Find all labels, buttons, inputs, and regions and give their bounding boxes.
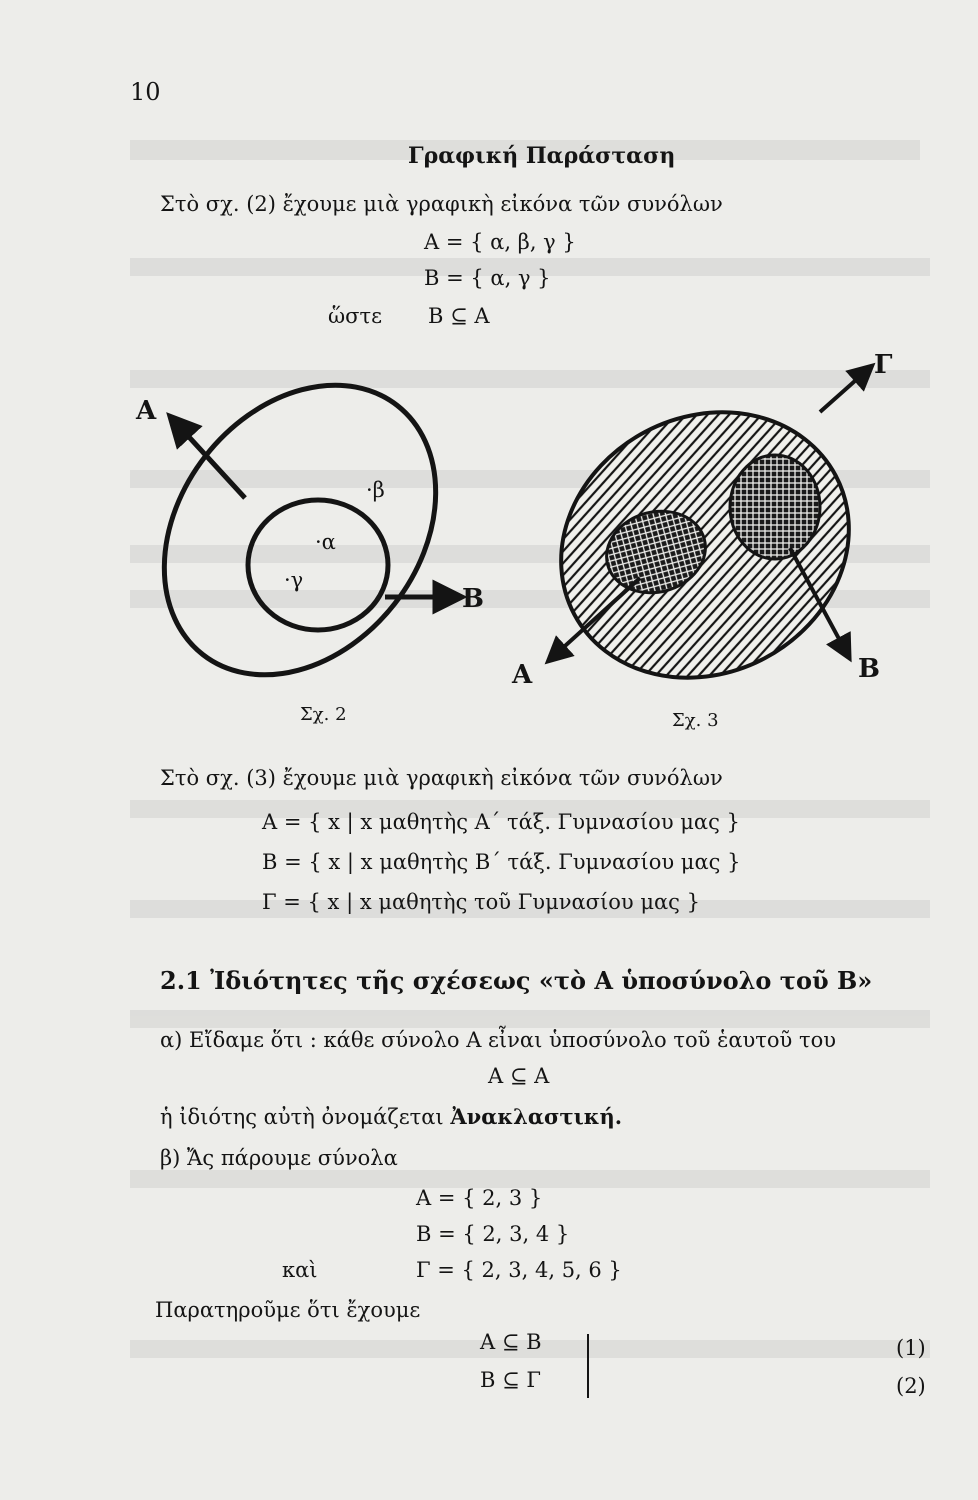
fig3-label-a: A — [512, 660, 533, 690]
section-2-1-heading: 2.1 Ἰδιότητες τῆς σχέσεως «τὸ A ὑποσύνολο τοῦ B» — [160, 966, 873, 995]
page-number: 10 — [130, 78, 161, 106]
set-a-example: A = { 2, 3 } — [416, 1186, 543, 1210]
formula-a-subset-a: A ⊆ A — [488, 1064, 550, 1088]
fig3-label-b: B — [858, 654, 880, 684]
fig2-label-a: A — [136, 396, 157, 426]
set-g-example: Γ = { 2, 3, 4, 5, 6 } — [416, 1258, 622, 1282]
relation-2: B ⊆ Γ — [480, 1368, 541, 1392]
sets-intro: β) Ἄς πάρουμε σύνολα — [160, 1146, 398, 1170]
so-word: ὥστε — [328, 304, 382, 328]
figure-2-caption: Σχ. 2 — [300, 704, 347, 725]
element-gamma: ·γ — [284, 568, 304, 592]
fig2-relation: B ⊆ A — [428, 304, 490, 328]
section-title: Γραφική Παράσταση — [408, 143, 676, 169]
fig2-intro-text: Στὸ σχ. (2) ἔχουμε μιὰ γραφικὴ εἰκόνα τῶν συνόλων — [160, 192, 723, 216]
fig2-label-b: B — [462, 584, 484, 614]
fig3-intro-text: Στὸ σχ. (3) ἔχουμε μιὰ γραφικὴ εἰκόνα τῶν συνόλων — [160, 766, 723, 790]
set-b-example: B = { 2, 3, 4 } — [416, 1222, 570, 1246]
reflexive-intro: α) Εἴδαμε ὅτι : κάθε σύνολο A εἶναι ὑποσύνολο τοῦ ἑαυτοῦ του — [160, 1028, 837, 1052]
fig3-set-a: A = { x | x μαθητὴς A΄ τάξ. Γυμνασίου μας } — [262, 810, 740, 834]
fig2-set-b: B = { α, γ } — [424, 266, 551, 290]
fig2-set-a: A = { α, β, γ } — [424, 230, 576, 254]
observe-text: Παρατηροῦμε ὅτι ἔχουμε — [155, 1298, 421, 1322]
fig3-set-g: Γ = { x | x μαθητὴς τοῦ Γυμνασίου μας } — [262, 890, 700, 914]
element-alpha: ·α — [315, 530, 336, 554]
element-beta: ·β — [366, 478, 385, 502]
property-lead: ἡ ἰδιότης αὐτὴ ὀνομάζεται — [160, 1105, 444, 1129]
equation-number-2: (2) — [896, 1374, 926, 1398]
equation-number-1: (1) — [896, 1336, 926, 1360]
fig3-set-b: B = { x | x μαθητὴς B΄ τάξ. Γυμνασίου μας } — [262, 850, 741, 874]
and-word: καὶ — [282, 1258, 318, 1282]
relation-1: A ⊆ B — [480, 1330, 542, 1354]
figure-3-caption: Σχ. 3 — [672, 710, 719, 731]
fig3-label-g: Γ — [874, 350, 893, 380]
property-name: Ἀνακλαστική. — [450, 1104, 623, 1129]
